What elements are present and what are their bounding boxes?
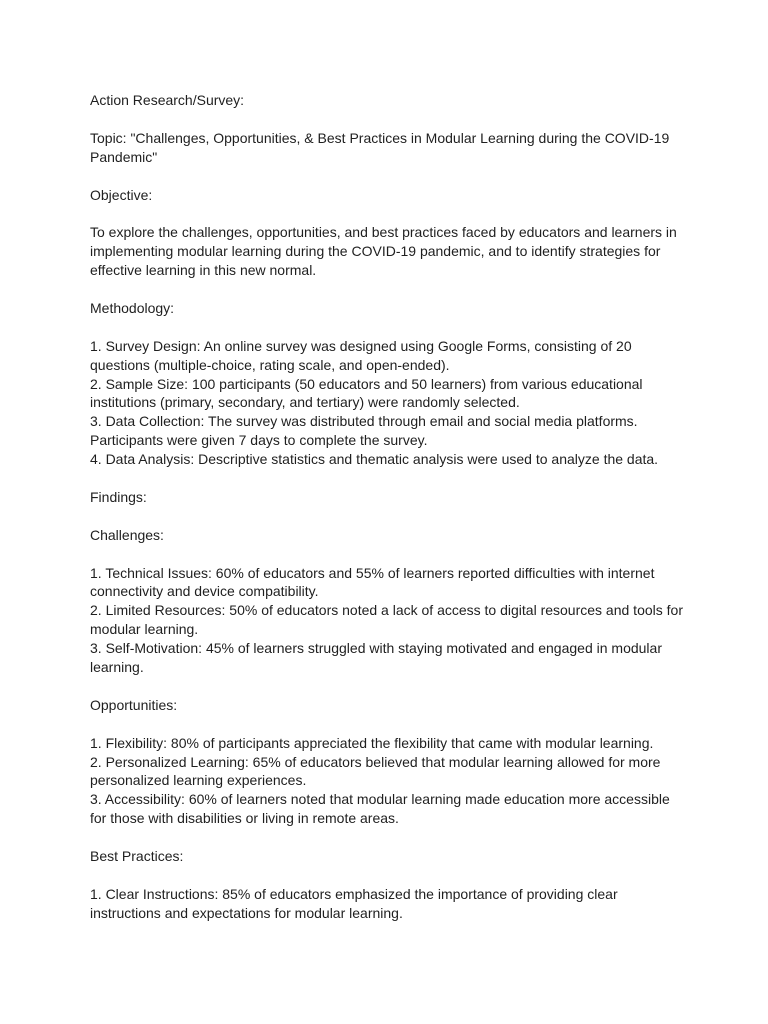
methodology-item: 3. Data Collection: The survey was distributed through email and social media platforms. Participants were given 7 days to complete the survey. — [90, 413, 638, 449]
opportunity-item: 1. Flexibility: 80% of participants appreciated the flexibility that came with modular learning. — [90, 734, 654, 751]
best-practices-heading: Best Practices: — [90, 848, 184, 865]
methodology-item: 4. Data Analysis: Descriptive statistics and thematic analysis were used to analyze the data. — [90, 451, 659, 468]
best-practice-item: 1. Clear Instructions: 85% of educators emphasized the importance of providing clear instructions and expectations for modular learning. — [90, 885, 618, 921]
document-heading: Action Research/Survey: — [90, 92, 245, 108]
challenge-item: 1. Technical Issues: 60% of educators and 55% of learners reported difficulties with internet connectivity and device compatibility. — [90, 564, 655, 600]
spacer — [90, 828, 683, 847]
methodology-heading: Methodology: — [90, 299, 175, 316]
spacer — [90, 469, 683, 488]
spacer — [90, 318, 683, 337]
spacer — [90, 545, 683, 564]
spacer — [90, 110, 683, 129]
spacer — [90, 507, 683, 526]
spacer — [90, 677, 683, 696]
opportunities-heading: Opportunities: — [90, 696, 178, 713]
challenges-heading: Challenges: — [90, 526, 164, 543]
spacer — [90, 866, 683, 885]
findings-heading: Findings: — [90, 488, 147, 505]
methodology-item: 1. Survey Design: An online survey was designed using Google Forms, consisting of 20 questions (multiple-choice, rating scale, and open-ended). — [90, 337, 632, 373]
challenge-item: 2. Limited Resources: 50% of educators noted a lack of access to digital resources and tools for modular learning. — [90, 602, 683, 638]
topic-text: Topic: "Challenges, Opportunities, & Best Practices in Modular Learning during the COVID-19 Pandemic" — [90, 129, 670, 165]
challenge-item: 3. Self-Motivation: 45% of learners struggled with staying motivated and engaged in modular learning. — [90, 640, 662, 676]
spacer — [90, 715, 683, 734]
spacer — [90, 280, 683, 299]
objective-heading: Objective: — [90, 186, 153, 203]
objective-text: To explore the challenges, opportunities, and best practices faced by educators and learners in implementing modular learning during the COVID-19 pandemic, and to identify strategies for effective learning in this new normal. — [90, 224, 677, 279]
spacer — [90, 167, 683, 186]
opportunity-item: 2. Personalized Learning: 65% of educators believed that modular learning allowed for more personalized learning experiences. — [90, 753, 661, 789]
opportunity-item: 3. Accessibility: 60% of learners noted that modular learning made education more accessible for those with disabilities or living in remote areas. — [90, 791, 670, 827]
methodology-item: 2. Sample Size: 100 participants (50 educators and 50 learners) from various educational institutions (primary, secondary, and tertiary) were randomly selected. — [90, 375, 643, 411]
spacer — [90, 204, 683, 223]
